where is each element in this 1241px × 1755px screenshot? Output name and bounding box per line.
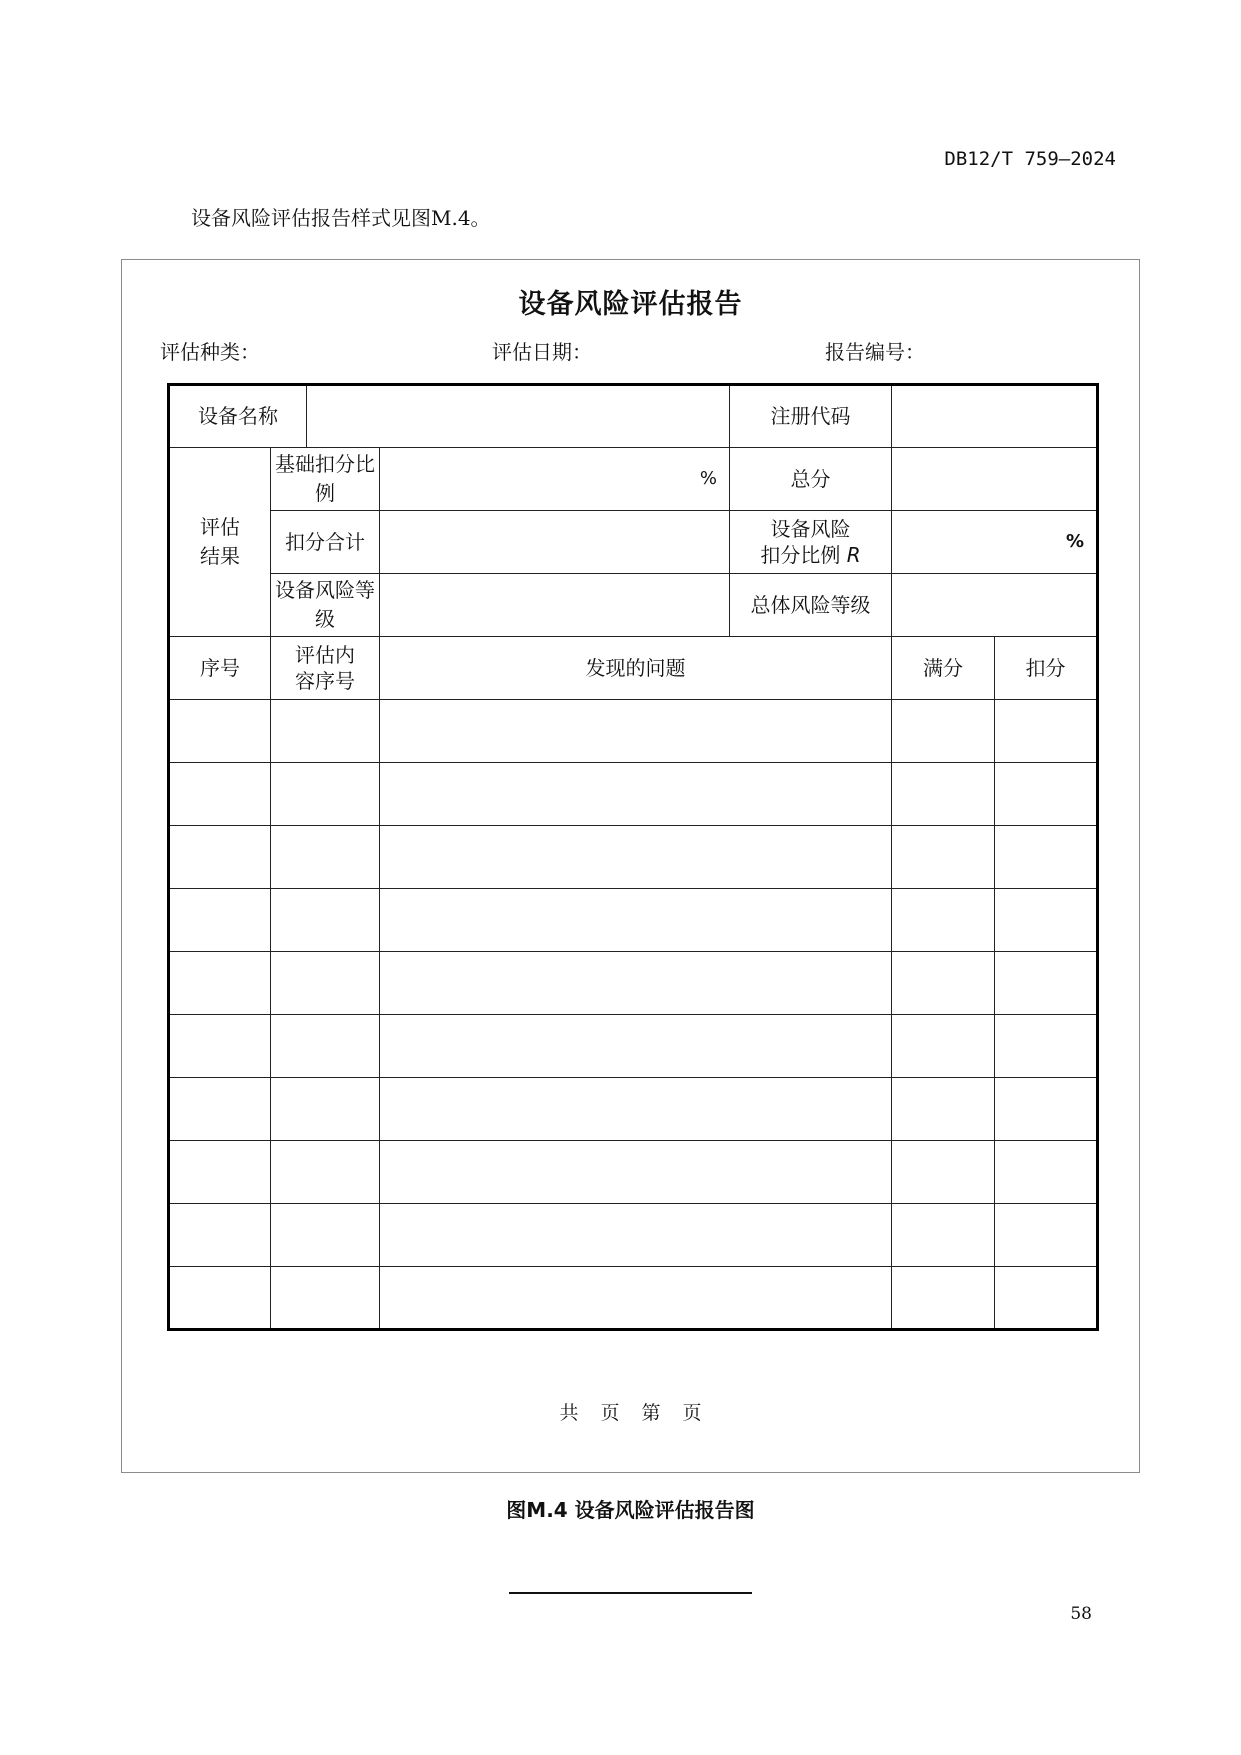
table-row xyxy=(169,1204,1098,1267)
seq-cell[interactable] xyxy=(169,1204,271,1267)
deduction-cell[interactable] xyxy=(995,889,1098,952)
figure-caption: 图M.4 设备风险评估报告图 xyxy=(506,1498,755,1522)
content-seq-cell[interactable] xyxy=(271,763,380,826)
deduction-cell[interactable] xyxy=(995,700,1098,763)
full-score-cell[interactable] xyxy=(892,700,995,763)
total-score-label: 总分 xyxy=(730,448,892,511)
problem-cell[interactable] xyxy=(380,700,892,763)
problem-cell[interactable] xyxy=(380,826,892,889)
eval-date-label: 评估日期： xyxy=(492,340,592,364)
seq-header: 序号 xyxy=(169,637,271,700)
table-row xyxy=(169,763,1098,826)
deduction-cell[interactable] xyxy=(995,1141,1098,1204)
footer-divider xyxy=(509,1592,752,1594)
intro-text: 设备风险评估报告样式见图M.4。 xyxy=(191,206,491,230)
registration-code-cell[interactable] xyxy=(892,385,1098,448)
full-score-header: 满分 xyxy=(892,637,995,700)
content-seq-cell[interactable] xyxy=(271,1078,380,1141)
problem-cell[interactable] xyxy=(380,1015,892,1078)
eval-result-label: 评估 结果 xyxy=(169,448,271,637)
deduction-cell[interactable] xyxy=(995,1078,1098,1141)
equipment-row xyxy=(169,385,1098,448)
table-row xyxy=(169,1078,1098,1141)
risk-report-table xyxy=(167,383,1099,1331)
problem-cell[interactable] xyxy=(380,763,892,826)
full-score-cell[interactable] xyxy=(892,1141,995,1204)
table-row xyxy=(169,952,1098,1015)
page-number: 58 xyxy=(1070,1604,1092,1624)
base-deduction-ratio-cell[interactable]: % xyxy=(380,448,730,511)
equipment-name-label: 设备名称 xyxy=(169,385,307,448)
problem-cell[interactable] xyxy=(380,889,892,952)
seq-cell[interactable] xyxy=(169,1141,271,1204)
table-row xyxy=(169,826,1098,889)
content-seq-cell[interactable] xyxy=(271,889,380,952)
content-seq-header: 评估内 容序号 xyxy=(271,637,380,700)
deduction-total-cell[interactable] xyxy=(380,511,730,574)
problem-cell[interactable] xyxy=(380,1141,892,1204)
risk-deduction-ratio-label: 设备风险 扣分比例 R xyxy=(730,511,892,574)
seq-cell[interactable] xyxy=(169,1078,271,1141)
content-seq-cell[interactable] xyxy=(271,1267,380,1330)
form-title: 设备风险评估报告 xyxy=(518,289,743,320)
full-score-cell[interactable] xyxy=(892,889,995,952)
result-row-2 xyxy=(169,511,1098,574)
overall-risk-level-cell[interactable] xyxy=(892,574,1098,637)
full-score-cell[interactable] xyxy=(892,1015,995,1078)
full-score-cell[interactable] xyxy=(892,952,995,1015)
report-number-label: 报告编号： xyxy=(825,340,925,364)
problems-header: 发现的问题 xyxy=(380,637,892,700)
problem-cell[interactable] xyxy=(380,952,892,1015)
risk-deduction-ratio-cell[interactable]: % xyxy=(892,511,1098,574)
seq-cell[interactable] xyxy=(169,700,271,763)
content-seq-cell[interactable] xyxy=(271,1015,380,1078)
seq-cell[interactable] xyxy=(169,889,271,952)
deduction-cell[interactable] xyxy=(995,1015,1098,1078)
seq-cell[interactable] xyxy=(169,952,271,1015)
standard-code: DB12/T 759—2024 xyxy=(944,148,1116,170)
total-score-cell[interactable] xyxy=(892,448,1098,511)
deduction-total-label: 扣分合计 xyxy=(271,511,380,574)
content-seq-cell[interactable] xyxy=(271,952,380,1015)
problem-cell[interactable] xyxy=(380,1078,892,1141)
table-row xyxy=(169,700,1098,763)
deduction-header: 扣分 xyxy=(995,637,1098,700)
full-score-cell[interactable] xyxy=(892,826,995,889)
full-score-cell[interactable] xyxy=(892,1078,995,1141)
full-score-cell[interactable] xyxy=(892,763,995,826)
table-row xyxy=(169,1267,1098,1330)
problem-cell[interactable] xyxy=(380,1267,892,1330)
result-row-3 xyxy=(169,574,1098,637)
deduction-cell[interactable] xyxy=(995,826,1098,889)
result-row-1 xyxy=(169,448,1098,511)
equipment-name-cell[interactable] xyxy=(307,385,730,448)
seq-cell[interactable] xyxy=(169,1015,271,1078)
deduction-cell[interactable] xyxy=(995,1204,1098,1267)
content-seq-cell[interactable] xyxy=(271,826,380,889)
equipment-risk-level-cell[interactable] xyxy=(380,574,730,637)
deduction-cell[interactable] xyxy=(995,763,1098,826)
problem-cell[interactable] xyxy=(380,1204,892,1267)
deduction-cell[interactable] xyxy=(995,952,1098,1015)
deduction-cell[interactable] xyxy=(995,1267,1098,1330)
full-score-cell[interactable] xyxy=(892,1267,995,1330)
seq-cell[interactable] xyxy=(169,1267,271,1330)
equipment-risk-level-label: 设备风险等级 xyxy=(271,574,380,637)
column-header-row xyxy=(169,637,1098,700)
content-seq-cell[interactable] xyxy=(271,1141,380,1204)
page-count-line: 共 页 第 页 xyxy=(559,1402,702,1424)
content-seq-cell[interactable] xyxy=(271,1204,380,1267)
table-row xyxy=(169,889,1098,952)
full-score-cell[interactable] xyxy=(892,1204,995,1267)
eval-type-label: 评估种类： xyxy=(160,340,260,364)
table-row xyxy=(169,1015,1098,1078)
seq-cell[interactable] xyxy=(169,826,271,889)
seq-cell[interactable] xyxy=(169,763,271,826)
table-row xyxy=(169,1141,1098,1204)
content-seq-cell[interactable] xyxy=(271,700,380,763)
registration-code-label: 注册代码 xyxy=(730,385,892,448)
overall-risk-level-label: 总体风险等级 xyxy=(730,574,892,637)
base-deduction-ratio-label: 基础扣分比例 xyxy=(271,448,380,511)
